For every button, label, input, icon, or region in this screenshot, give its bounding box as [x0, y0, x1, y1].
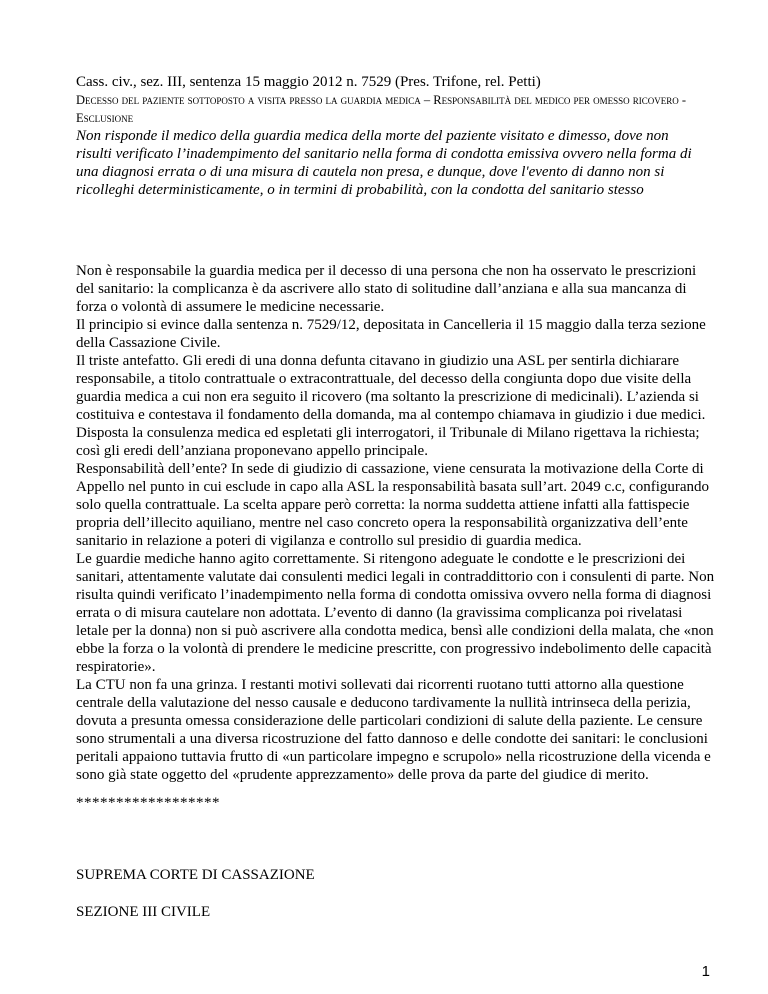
document-header [76, 73, 706, 199]
case-citation: Cass. civ., sez. III, sentenza 15 maggio 2012 n. 7529 (Pres. Trifone, rel. Petti) [76, 74, 541, 90]
body-paragraph: Il principio si evince dalla sentenza n. 7529/12, depositata in Cancelleria il 15 maggio dalla terza sezione della Cassazione Civile. [76, 317, 706, 351]
legal-maxim: Non risponde il medico della guardia medica della morte del paziente visitato e dimesso, dove non risulti verificato l’inadempimento del sanitario nella forma di condotta emissiva ovvero nella forma di una diagnosi errata o di una misura di cautela non presa, e dunque, dove l'evento di danno non si ricolleghi deterministicamente, o in termini di probabilità, con la condotta del sanitario stesso [76, 128, 692, 198]
separator-asterisks: ****************** [76, 795, 220, 811]
body-paragraph: Il triste antefatto. Gli eredi di una donna defunta citavano in giudizio una ASL per sentirla dichiarare responsabile, a titolo contrattuale o extracontrattuale, del decesso della congiunta dopo due visite della guardia medica a cui non era seguito il ricovero (ma soltanto la prescrizione di medicinali). L’azienda si costituiva e contestava il fondamento della domanda, ma al contempo chiamava in giudizio i due medici. Disposta la consulenza medica ed espletati gli interrogatori, il Tribunale di Milano rigettava la richiesta; così gli eredi dell’anziana proponevano appello principale. [76, 353, 706, 459]
case-subject-heading: Decesso del paziente sottoposto a visita presso la guardia medica – Responsabilità del medico per omesso ricovero - Esclusione [76, 93, 687, 125]
body-paragraph: Responsabilità dell’ente? In sede di giudizio di cassazione, viene censurata la motivazione della Corte di Appello nel punto in cui esclude in capo alla ASL la responsabilità basata sull’art. 2049 c.c, configurando solo quella contrattuale. La scelta appare però corretta: la norma suddetta attiene infatti alla fattispecie propria dell’illecito aquiliano, mentre nel caso concreto opera la responsabilità organizzativa dell’ente sanitario in relazione a poteri di vigilanza e controllo sul presidio di guardia medica. [76, 461, 710, 549]
body-paragraph: Le guardie mediche hanno agito correttamente. Si ritengono adeguate le condotte e le prescrizioni dei sanitari, attentamente valutate dai consulenti medici legali in contraddittorio con i consulenti di parte. Non risulta quindi verificato l’inadempimento nella forma di condotta omissiva ovvero nella forma di diagnosi errata o di misura cautelare non adottata. L’evento di danno (la gravissima complicanza poi rivelatasi letale per la donna) non si può ascrivere alla condotta medica, bensì alle condizioni della malata, che «non ebbe la forza o la volontà di prendere le medicine prescritte, con progressivo indebolimento delle capacità respiratorie». [76, 551, 715, 675]
court-name-heading: SUPREMA CORTE DI CASSAZIONE [76, 867, 315, 883]
body-paragraph: La CTU non fa una grinza. I restanti motivi sollevati dai ricorrenti ruotano tutti attorno alla questione centrale della valutazione del nesso causale e deducono tardivamente la nullità intrinseca della perizia, dovuta a presunta omessa considerazione delle particolari condizioni di salute della paziente. Le censure sono strumentali a una diversa ricostruzione del fatto dannoso e delle condotte dei sanitari: le conclusioni peritali appaiono tuttavia frutto di «un particolare impegno e scrupolo» nella ricostruzione della vicenda e sono già state oggetto del «prudente apprezzamento» delle prova da parte del giudice di merito. [76, 677, 711, 783]
page-number: 1 [701, 963, 710, 980]
article-body [76, 262, 716, 784]
body-paragraph: Non è responsabile la guardia medica per il decesso di una persona che non ha osservato le prescrizioni del sanitario: la complicanza è da ascrivere allo stato di solitudine dall’anziana e alla sua mancanza di forza o volontà di assumere le medicine necessarie. [76, 263, 697, 315]
court-section-heading: SEZIONE III CIVILE [76, 904, 211, 920]
